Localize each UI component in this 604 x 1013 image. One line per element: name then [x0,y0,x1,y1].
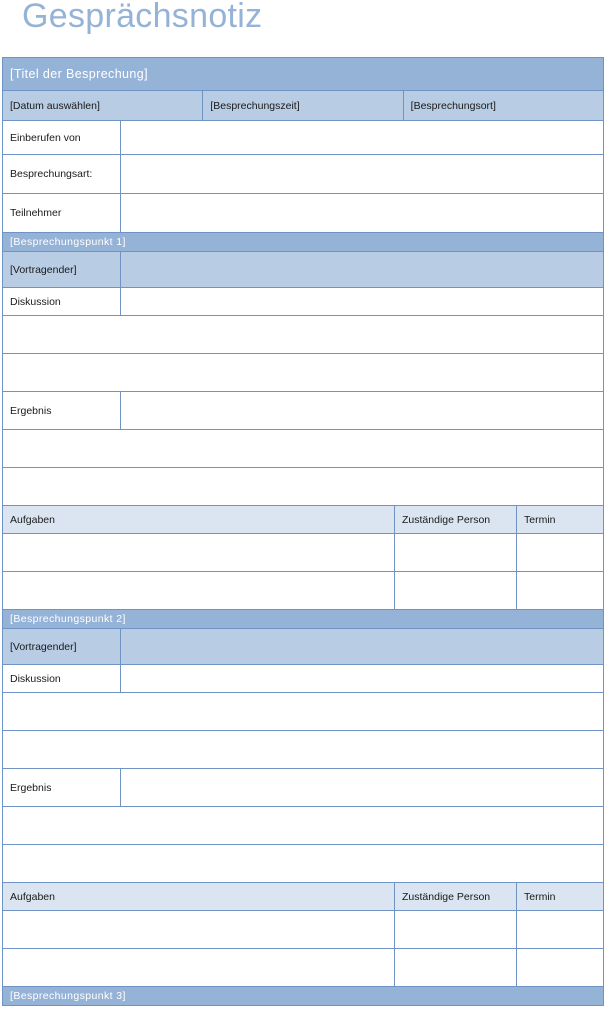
agenda-item-heading-1 [3,233,603,252]
discussion-notes-row[interactable] [3,354,603,392]
discussion-notes-row[interactable] [3,731,603,769]
task-row [3,534,603,572]
discussion-row [3,288,603,316]
discussion-row [3,665,603,693]
meeting-type-label: Besprechungsart: [10,168,93,180]
result-notes-row[interactable] [3,430,603,468]
result-label: Ergebnis [10,781,52,794]
agenda-item-heading-3 [3,987,603,1006]
deadline-header: Termin [516,883,603,910]
discussion-label: Diskussion [10,672,61,685]
meeting-time-field[interactable]: [Besprechungszeit] [202,91,402,120]
task-input[interactable] [3,911,394,948]
attendees-row [3,194,603,233]
tasks-header-row [3,506,603,534]
called-by-label: Einberufen von [10,131,81,144]
meeting-title-field[interactable]: [Titel der Besprechung] [10,67,148,81]
discussion-input[interactable] [120,665,603,692]
deadline-input[interactable] [516,949,603,986]
result-row [3,769,603,807]
discussion-notes-row[interactable] [3,316,603,354]
presenter-row [3,629,603,665]
meeting-notes-table [2,57,604,1006]
person-input[interactable] [394,572,516,609]
page-title: Gesprächsnotiz [22,0,263,35]
deadline-input[interactable] [516,534,603,571]
presenter-field[interactable]: [Vortragender] [10,263,77,276]
meeting-title-row [3,58,603,91]
result-label: Ergebnis [10,404,52,417]
task-row [3,911,603,949]
result-input[interactable] [120,392,603,429]
task-input[interactable] [3,949,394,986]
presenter-row [3,252,603,288]
agenda-item-title[interactable]: [Besprechungspunkt 3] [10,990,126,1002]
presenter-value[interactable] [120,629,603,664]
meeting-info-row [3,91,603,121]
presenter-field[interactable]: [Vortragender] [10,640,77,653]
discussion-input[interactable] [120,288,603,315]
deadline-header: Termin [516,506,603,533]
tasks-header: Aufgaben [10,890,55,903]
agenda-item-heading-2 [3,610,603,629]
result-notes-row[interactable] [3,468,603,506]
date-picker-field[interactable]: [Datum auswählen] [10,99,100,112]
tasks-header: Aufgaben [10,513,55,526]
result-input[interactable] [120,769,603,806]
result-row [3,392,603,430]
person-input[interactable] [394,911,516,948]
meeting-type-row [3,155,603,194]
deadline-input[interactable] [516,572,603,609]
responsible-person-header: Zuständige Person [394,506,516,533]
presenter-value[interactable] [120,252,603,287]
task-row [3,572,603,610]
attendees-label: Teilnehmer [10,207,62,219]
task-input[interactable] [3,534,394,571]
tasks-header-row [3,883,603,911]
called-by-row [3,121,603,155]
agenda-item-title[interactable]: [Besprechungspunkt 2] [10,613,126,625]
result-notes-row[interactable] [3,845,603,883]
result-notes-row[interactable] [3,807,603,845]
attendees-input[interactable] [120,194,603,232]
agenda-item-title[interactable]: [Besprechungspunkt 1] [10,236,126,248]
task-input[interactable] [3,572,394,609]
meeting-location-field[interactable]: [Besprechungsort] [403,91,603,120]
responsible-person-header: Zuständige Person [394,883,516,910]
task-row [3,949,603,987]
discussion-label: Diskussion [10,295,61,308]
meeting-type-input[interactable] [120,155,603,193]
called-by-input[interactable] [120,121,603,154]
deadline-input[interactable] [516,911,603,948]
person-input[interactable] [394,534,516,571]
person-input[interactable] [394,949,516,986]
discussion-notes-row[interactable] [3,693,603,731]
